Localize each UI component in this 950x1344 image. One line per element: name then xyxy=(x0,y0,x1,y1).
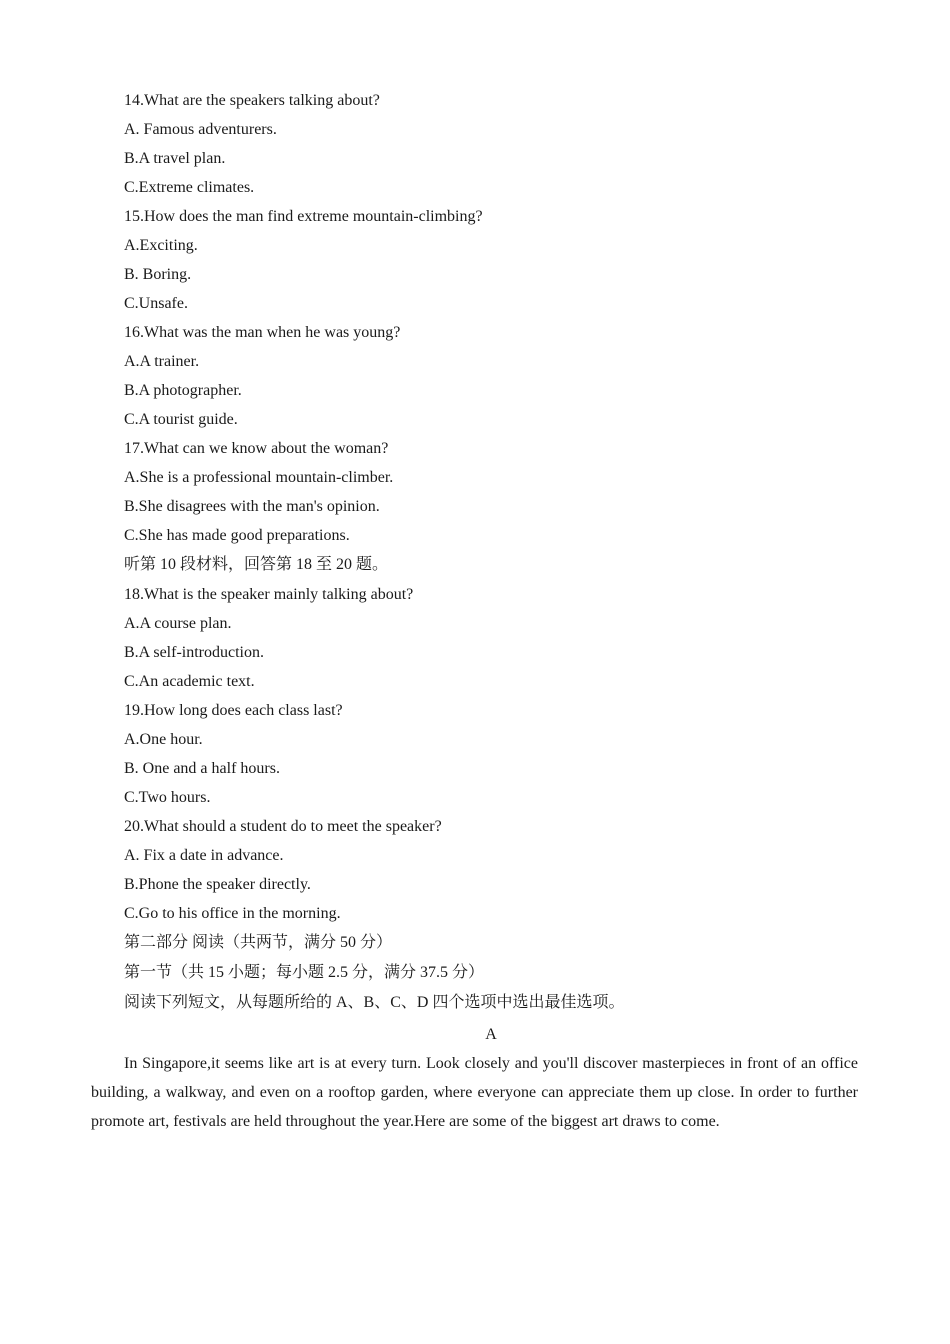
question-18-option-b: B.A self-introduction. xyxy=(124,644,264,661)
reading-section-heading: 第一节（共 15 小题；每小题 2.5 分，满分 37.5 分） xyxy=(124,964,485,981)
passage-label: A xyxy=(485,1026,497,1043)
question-19-option-b: B. One and a half hours. xyxy=(124,760,280,777)
listening-questions xyxy=(124,86,864,1018)
question-17: 17.What can we know about the woman? xyxy=(124,440,389,457)
reading-instruction: 阅读下列短文，从每题所给的 A、B、C、D 四个选项中选出最佳选项。 xyxy=(124,994,625,1011)
question-16-option-c: C.A tourist guide. xyxy=(124,411,238,428)
question-14-option-c: C.Extreme climates. xyxy=(124,179,255,196)
question-16-option-b: B.A photographer. xyxy=(124,382,242,399)
question-20: 20.What should a student do to meet the speaker? xyxy=(124,818,442,835)
question-15-option-a: A.Exciting. xyxy=(124,237,198,254)
question-19-option-a: A.One hour. xyxy=(124,731,203,748)
passage-a-text: In Singapore,it seems like art is at every turn. Look closely and you'll discover masterpieces in front of an office building, a walkway, and even on a rooftop garden, where everyone can appreciate them up close. In order to further promote art, festivals are held throughout the year.Here are some of the biggest art draws to come. xyxy=(91,1055,858,1130)
question-17-option-c: C.She has made good preparations. xyxy=(124,527,350,544)
question-17-option-a: A.She is a professional mountain-climber. xyxy=(124,469,394,486)
question-16: 16.What was the man when he was young? xyxy=(124,324,401,341)
question-15-option-c: C.Unsafe. xyxy=(124,295,188,312)
reading-part-heading: 第二部分 阅读（共两节，满分 50 分） xyxy=(124,934,393,951)
question-20-option-a: A. Fix a date in advance. xyxy=(124,847,284,864)
question-19: 19.How long does each class last? xyxy=(124,702,343,719)
question-20-option-b: B.Phone the speaker directly. xyxy=(124,876,311,893)
question-15: 15.How does the man find extreme mountain-climbing? xyxy=(124,208,483,225)
section-10-instruction: 听第 10 段材料，回答第 18 至 20 题。 xyxy=(124,556,389,573)
question-14-option-a: A. Famous adventurers. xyxy=(124,121,277,138)
question-18-option-a: A.A course plan. xyxy=(124,615,232,632)
question-15-option-b: B. Boring. xyxy=(124,266,192,283)
question-14: 14.What are the speakers talking about? xyxy=(124,92,380,109)
question-19-option-c: C.Two hours. xyxy=(124,789,211,806)
question-20-option-c: C.Go to his office in the morning. xyxy=(124,905,341,922)
question-16-option-a: A.A trainer. xyxy=(124,353,200,370)
question-18-option-c: C.An academic text. xyxy=(124,673,255,690)
question-18: 18.What is the speaker mainly talking about? xyxy=(124,586,414,603)
question-14-option-b: B.A travel plan. xyxy=(124,150,226,167)
question-17-option-b: B.She disagrees with the man's opinion. xyxy=(124,498,380,515)
